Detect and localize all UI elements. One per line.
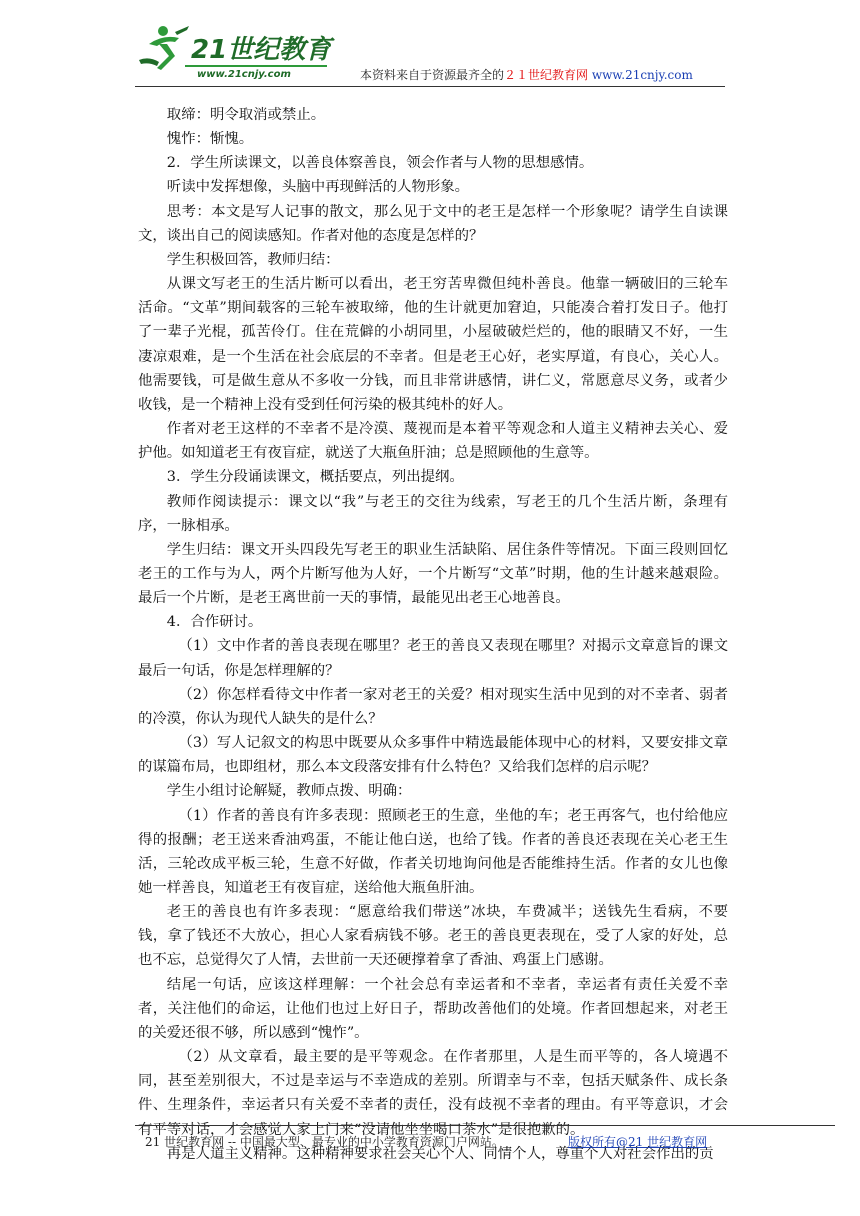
paragraph: 老王的善良也有许多表现：“愿意给我们带送”冰块，车费减半；送钱先生看病，不要钱，拿了钱还不大放心，担心人家看病钱不够。老王的善良更表现在，受了人家的好处，总也不忘，总觉得欠了人情，去世前一天还硬撑着拿了香油、鸡蛋上门感谢。 (138, 904, 728, 969)
paragraph: 学生小组讨论解疑，教师点拨、明确： (166, 783, 412, 800)
question-item: （1）文中作者的善良表现在哪里？老王的善良又表现在哪里？对揭示文章意旨的课文最后一句话，你是怎样理解的？ (138, 638, 728, 679)
header-note-url[interactable]: www.21cnjy.com (591, 68, 693, 82)
answer-item: （2）从文章看，最主要的是平等观念。在作者那里，人是生而平等的，各人境遇不同，甚至差别很大，不过是幸运与不幸造成的差别。所谓幸与不幸，包括天赋条件、成长条件、生理条件，幸运者只有关爱不幸者的责任，没有歧视不幸者的理由。有平等意识，才会有平等对话，才会感觉人家上门来“没请他坐坐喝口茶水”是很抱歉的。 (138, 1049, 728, 1138)
header-note-prefix: 本资料来自于资源最齐全的 (360, 68, 505, 82)
paragraph: 结尾一句话，应该这样理解：一个社会总有幸运者和不幸者，幸运者有责任关爱不幸者，关注他们的命运，让他们也过上好日子，帮助改善他们的处境。作者回想起来，对老王的关爱还很不够，所以感到“愧怍”。 (138, 976, 728, 1041)
document-body (138, 103, 728, 1166)
question-item: （2）你怎样看待文中作者一家对老王的关爱？相对现实生活中见到的对不幸者、弱者的冷漠，你认为现代人缺失的是什么？ (138, 686, 728, 727)
footer-copyright-link[interactable]: 版权所有@21 世纪教育网 (568, 1135, 708, 1149)
answer-item: （1）作者的善良有许多表现：照顾老王的生意，坐他的车；老王再客气，也付给他应得的报酬；老王送来香油鸡蛋，不能让他白送，也给了钱。作者的善良还表现在关心老王生活，三轮改成平板三轮，生意不好做，作者关切地询问他是否能维持生活。作者的女儿也像她一样善良，知道老王有夜盲症，送给他大瓶鱼肝油。 (138, 807, 728, 896)
header-note-site: ２１世纪教育网 (504, 68, 589, 82)
paragraph: 2．学生所读课文，以善良体察善良，领会作者与人物的思想感情。 (166, 155, 594, 172)
paragraph: 教师作阅读提示：课文以“我”与老王的交往为线索，写老王的几个生活片断，条理有序，一脉相承。 (138, 493, 728, 534)
paragraph: 再是人道主义精神。这种精神要求社会关心个人、同情个人，尊重个人对社会作出的贡 (166, 1145, 714, 1162)
paragraph: 学生归结：课文开头四段先写老王的职业生活缺陷、居住条件等情况。下面三段则回忆老王的工作与为人，两个片断写他为人好，一个片断写“文革”时期，他的生计越来越艰险。最后一个片断，是老王离世前一天的事情，最能见出老王心地善良。 (138, 541, 728, 607)
footer-site-text: 21 世纪教育网 -- 中国最大型、最专业的中小学教育资源门户网站。 (145, 1135, 504, 1149)
paragraph: 听读中发挥想像，头脑中再现鲜活的人物形象。 (166, 179, 470, 196)
paragraph: 愧怍：惭愧。 (166, 131, 254, 148)
paragraph: 从课文写老王的生活片断可以看出，老王穷苦卑微但纯朴善良。他靠一辆破旧的三轮车活命。“文革”期间载客的三轮车被取缔，他的生计就更加窘迫，只能凑合着打发日子。他打了一辈子光棍，孤苦伶仃。住在荒僻的小胡同里，小屋破破烂烂的，他的眼睛又不好，一生凄凉艰难，是一个生活在社会底层的不幸者。但是老王心好，老实厚道，有良心，关心人。他需要钱，可是做生意从不多收一分钱，而且非常讲感情，讲仁义，常愿意尽义务，或者少收钱，是一个精神上没有受到任何污染的极其纯朴的好人。 (138, 276, 728, 413)
question-item: （3）写人记叙文的构思中既要从众多事件中精选最能体现中心的材料，又要安排文章的谋篇布局，也即组材，那么本文段落安排有什么特色？又给我们怎样的启示呢？ (138, 735, 728, 776)
logo-url: www.21cnjy.com (197, 69, 291, 80)
footer-divider (135, 1125, 835, 1126)
paragraph: 学生积极回答，教师归结： (166, 251, 340, 268)
logo-text: 21世纪教育 (191, 35, 332, 65)
paragraph: 思考：本文是写人记事的散文，那么见于文中的老王是怎样一个形象呢？请学生自读课文，谈出自己的阅读感知。作者对他的态度是怎样的？ (138, 203, 728, 244)
header-note (360, 66, 693, 83)
paragraph: 4．合作研讨。 (166, 614, 263, 631)
paragraph: 作者对老王这样的不幸者不是冷漠、蔑视而是本着平等观念和人道主义精神去关心、爱护他。如知道老王有夜盲症，就送了大瓶鱼肝油；总是照顾他的生意等。 (138, 421, 728, 462)
header-divider (135, 86, 725, 87)
paragraph: 取缔：明令取消或禁止。 (166, 107, 326, 123)
page-header (0, 0, 860, 100)
site-logo (135, 22, 335, 82)
paragraph: 3．学生分段诵读课文，概括要点，列出提纲。 (166, 469, 464, 486)
logo-graphic (135, 22, 335, 82)
